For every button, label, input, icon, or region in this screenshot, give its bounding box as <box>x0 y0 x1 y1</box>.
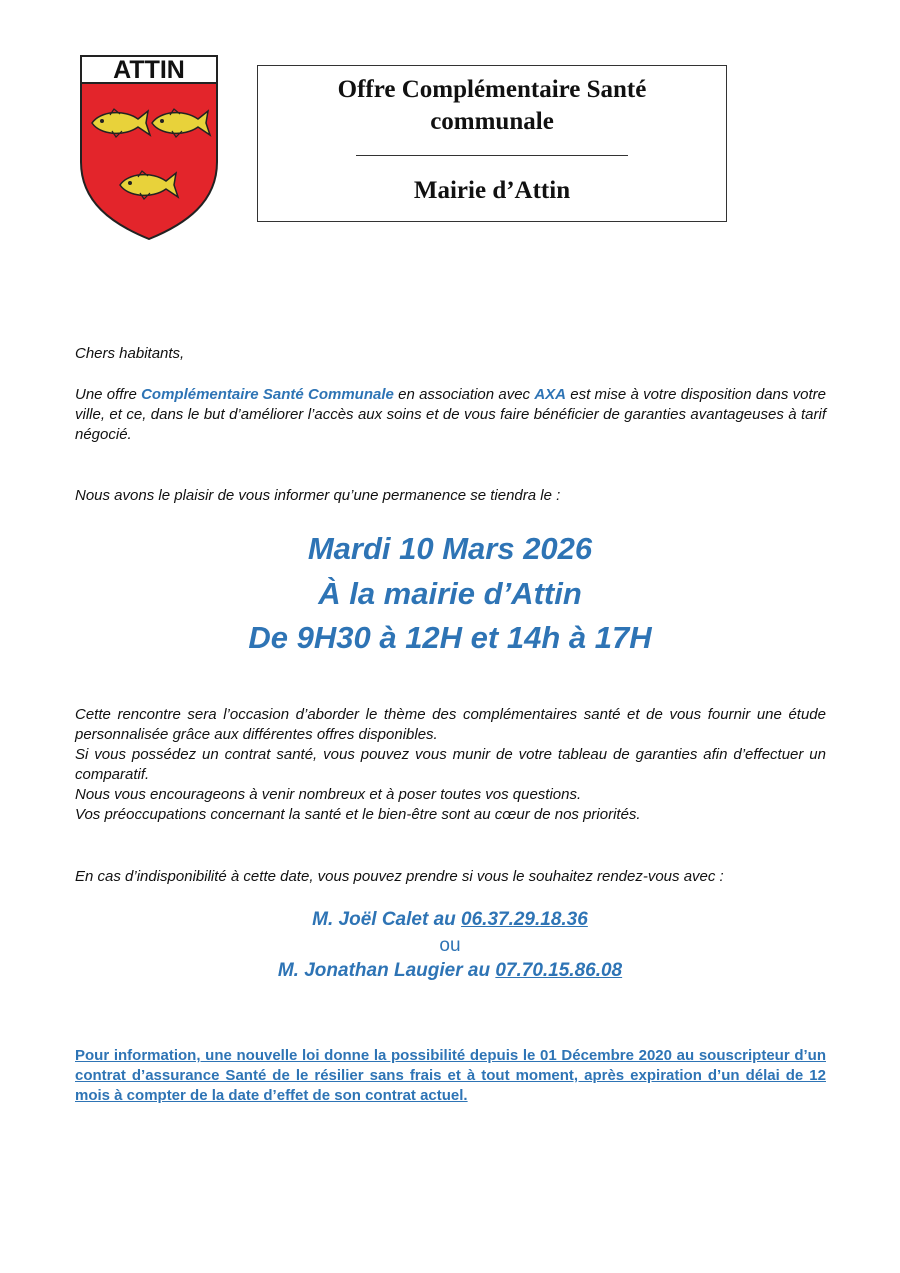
intro-text-post: est mise à votre disposition dans votre ville, et ce, dans le but d’améliorer l’accès aux soins et de vous faire bénéficier de garanties avantageuses à tarif négocié. <box>75 386 826 443</box>
details-line: Vos préoccupations concernant la santé et le bien-être sont au cœur de nos priorités. <box>75 806 641 823</box>
contact-separator: ou <box>439 935 461 956</box>
details-line: Cette rencontre sera l’occasion d’aborder le thème des complémentaires santé et de vous fournir une étude personnalisée grâce aux différentes offres disponibles. <box>75 706 826 743</box>
intro-paragraph <box>75 385 826 445</box>
title-line-2: communale <box>430 108 554 135</box>
event-hours: De 9H30 à 12H et 14h à 17H <box>248 620 652 655</box>
event-date: Mardi 10 Mars 2026 <box>307 531 593 566</box>
intro-text-mid: en association avec <box>393 386 535 403</box>
contact-2 <box>0 958 900 984</box>
unavailability-text: En cas d’indisponibilité à cette date, vous pouvez prendre si vous le souhaitez rendez-vous avec : <box>75 868 724 885</box>
details-line: Nous vous encourageons à venir nombreux et à poser toutes vos questions. <box>75 786 582 803</box>
intro-highlight-offer: Complémentaire Santé Communale <box>141 386 394 403</box>
title-box <box>257 65 727 222</box>
greeting: Chers habitants, <box>75 345 185 362</box>
intro-highlight-axa: AXA <box>534 386 566 403</box>
contact-1 <box>0 907 900 933</box>
crest-name-text: ATTIN <box>113 56 185 84</box>
intro-text-pre: Une offre <box>75 386 142 403</box>
attin-coat-of-arms <box>78 54 220 240</box>
event-place: À la mairie d’Attin <box>318 576 582 611</box>
info-note: Pour information, une nouvelle loi donne la possibilité depuis le 01 Décembre 2020 au souscripteur d’un contrat d’assurance Santé de le résilier sans frais et à tout moment, après expiration d’un délai de 12 mois à compter de la date d’effet de son contrat actuel. <box>75 1047 826 1104</box>
contact-2-name: M. Jonathan Laugier au <box>277 960 496 981</box>
title-subtitle: Mairie d’Attin <box>413 177 571 204</box>
title-line-1: Offre Complémentaire Santé <box>337 76 647 103</box>
contact-2-phone-link[interactable]: 07.70.15.86.08 <box>495 960 623 981</box>
announcement: Nous avons le plaisir de vous informer qu’une permanence se tiendra le : <box>75 487 561 504</box>
details-line: Si vous possédez un contrat santé, vous pouvez vous munir de votre tableau de garanties afin d’effectuer un comparatif. <box>75 746 826 783</box>
contact-1-name: M. Joël Calet au <box>312 909 462 930</box>
title-divider <box>356 155 628 156</box>
contact-1-phone-link[interactable]: 06.37.29.18.36 <box>461 909 588 930</box>
details-paragraph <box>75 705 826 825</box>
